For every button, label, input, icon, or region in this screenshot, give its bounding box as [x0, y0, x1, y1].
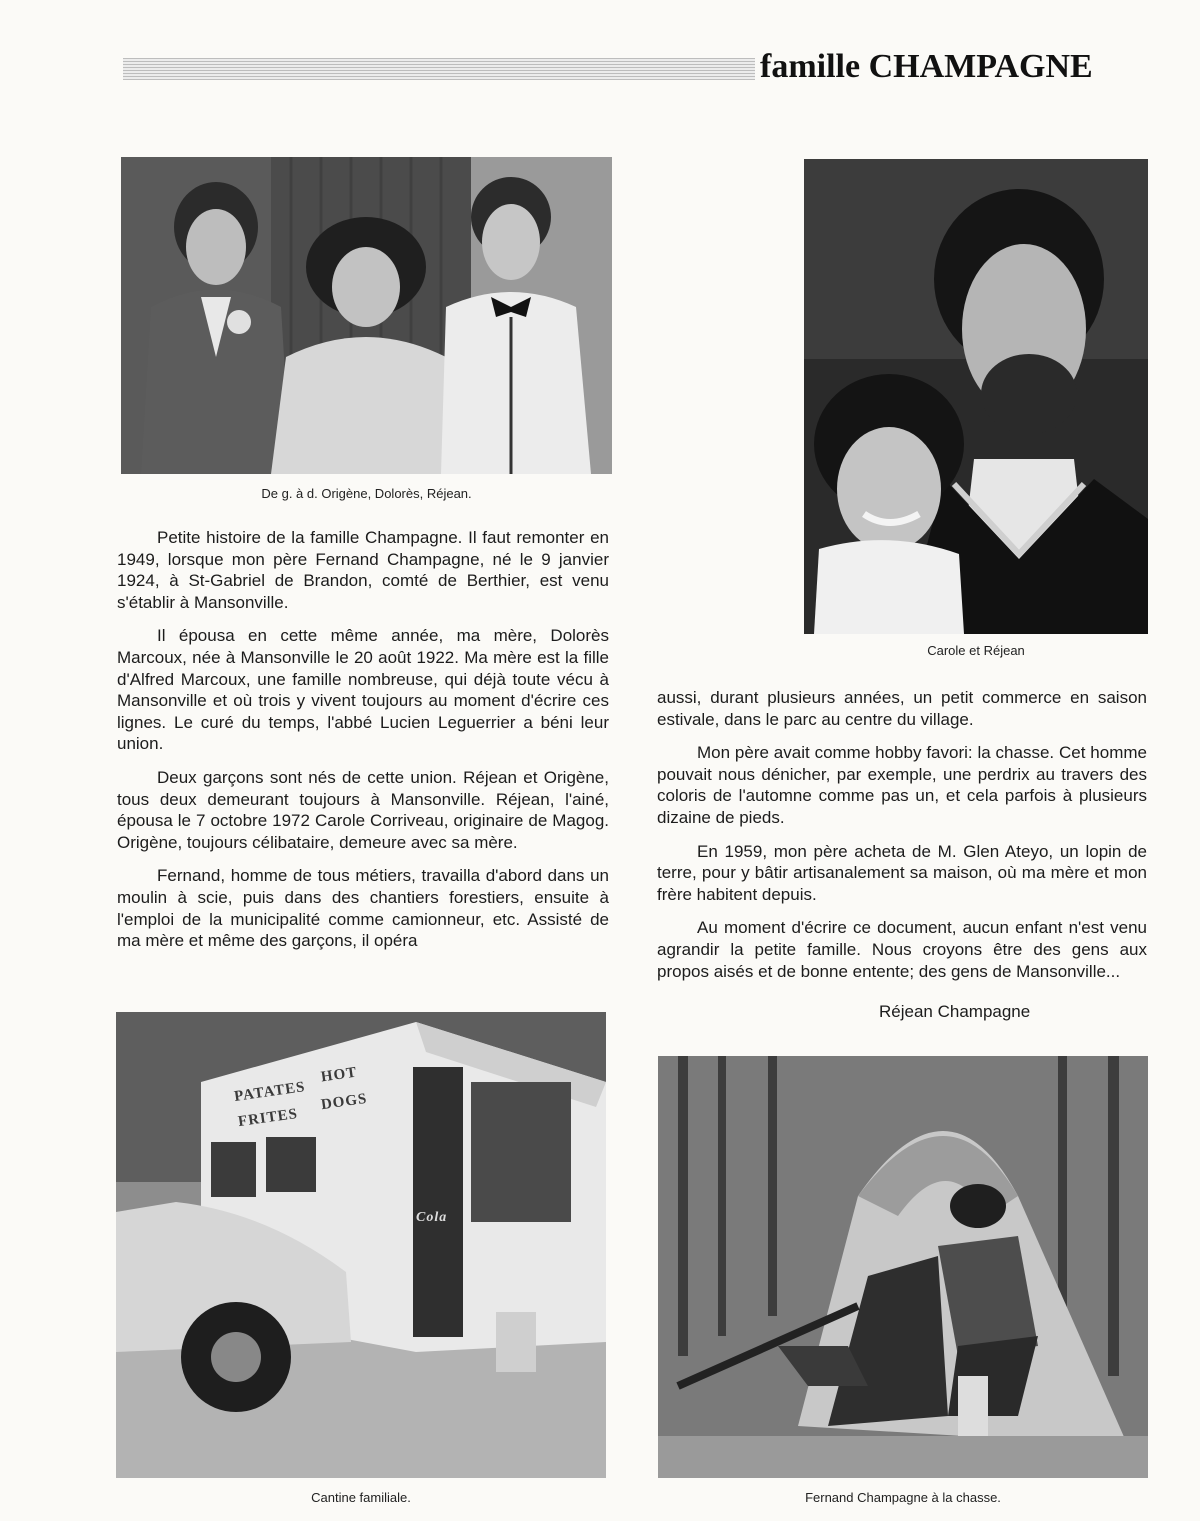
family-photo-caption: De g. à d. Origène, Dolorès, Réjean.: [261, 486, 472, 501]
signature: Réjean Champagne: [879, 1002, 1031, 1021]
cantine-photo-caption: Cantine familiale.: [311, 1490, 411, 1505]
sign-dogs: DOGS: [320, 1090, 369, 1114]
hunting-photo-caption: Fernand Champagne à la chasse.: [805, 1490, 1001, 1505]
header-rule: [123, 58, 755, 80]
family-photo: [121, 157, 612, 474]
right-column-text: [657, 687, 1147, 982]
sign-patates: PATATES: [233, 1079, 307, 1105]
paragraph: aussi, durant plusieurs années, un petit commerce en saison estivale, dans le parc au centre du village.: [657, 688, 1147, 729]
sign-frites: FRITES: [237, 1105, 299, 1131]
paragraph: Deux garçons sont nés de cette union. Réjean et Origène, tous deux demeurant toujours à Mansonville. Réjean, l'ainé, épousa le 7 octobre 1972 Carole Corriveau, originaire de Magog. Origène, toujours célibataire, demeure avec sa mère.: [117, 767, 609, 852]
sign-cola: Cola: [416, 1210, 448, 1225]
paragraph: Il épousa en cette même année, ma mère, Dolorès Marcoux, née à Mansonville le 20 août 1922. Ma mère est la fille d'Alfred Marcoux, une famille nombreuse, qui déjà toute vécu à Mansonville et où trois y vivent toujours au moment d'écrire ces lignes. Le curé du temps, l'abbé Lucien Leguerrier a béni leur union.: [117, 626, 609, 754]
paragraph: Mon père avait comme hobby favori: la chasse. Cet homme pouvait nous dénicher, par exemple, une perdrix au travers des coloris de l'automne comme pas un, et cela parfois à plusieurs dizaine de pieds.: [657, 743, 1147, 827]
couple-photo-caption: Carole et Réjean: [927, 643, 1025, 658]
page-title: famille CHAMPAGNE: [760, 48, 1093, 85]
paragraph: Au moment d'écrire ce document, aucun enfant n'est venu agrandir la petite famille. Nous croyons être des gens aux propos aisés et de bonne entente; des gens de Mansonville...: [657, 918, 1147, 981]
paragraph: En 1959, mon père acheta de M. Glen Ateyo, un lopin de terre, pour y bâtir artisanalement sa maison, où ma mère et mon frère habitent depuis.: [657, 841, 1147, 904]
paragraph: Petite histoire de la famille Champagne. Il faut remonter en 1949, lorsque mon père Fernand Champagne, né le 9 janvier 1924, à St-Gabriel de Brandon, comté de Berthier, est venu s'établir à Mansonville.: [117, 528, 609, 612]
hunting-photo: [658, 1056, 1148, 1478]
couple-photo: [804, 159, 1148, 634]
cantine-photo: [116, 1012, 606, 1478]
left-column-text: [117, 527, 609, 964]
paragraph: Fernand, homme de tous métiers, travailla d'abord dans un moulin à scie, puis dans des chantiers forestiers, ensuite à l'emploi de la municipalité comme camionneur, etc. Assisté de ma mère et même des garçons, il opéra: [117, 866, 609, 951]
sign-hot: HOT: [319, 1064, 359, 1086]
